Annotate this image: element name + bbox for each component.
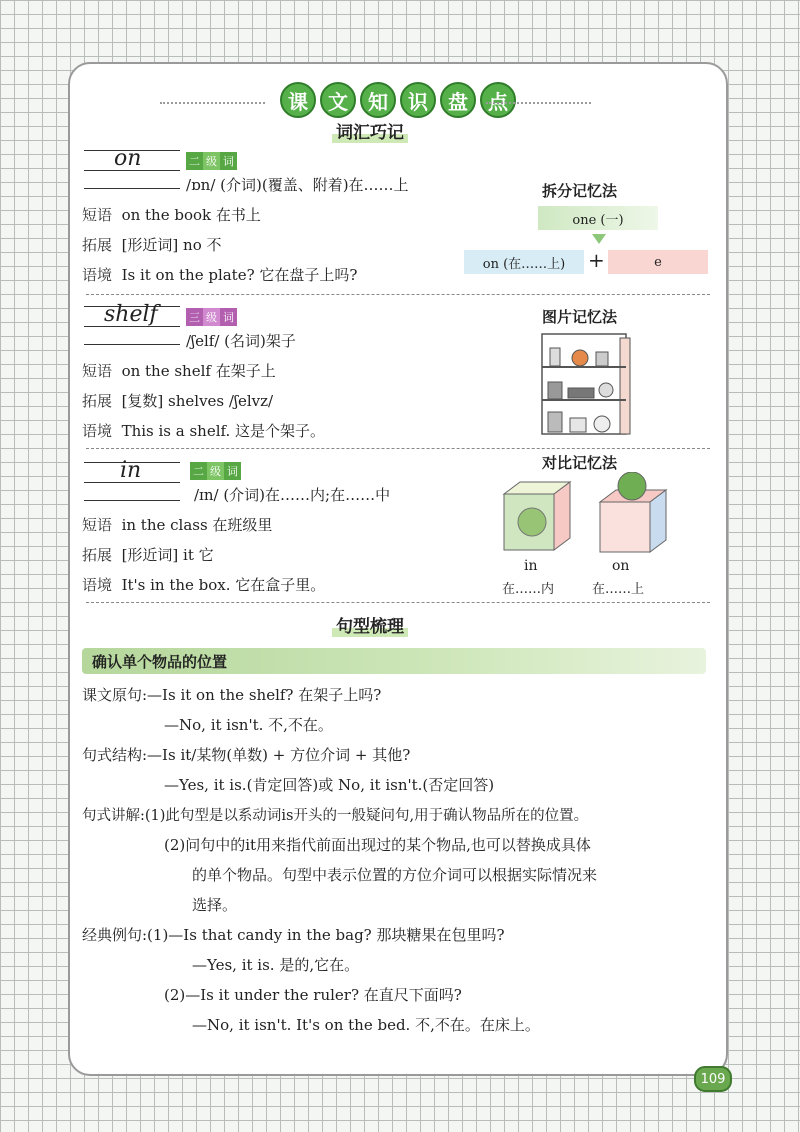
title-divider-left bbox=[160, 102, 265, 104]
divider bbox=[86, 602, 710, 603]
expand-label: 拓展 bbox=[82, 392, 113, 410]
context-label: 语境 bbox=[82, 266, 113, 284]
split-left-pill: on (在……上) bbox=[464, 250, 584, 274]
title-row bbox=[70, 82, 726, 122]
context-text: Is it on the plate? 它在盘子上吗? bbox=[121, 266, 358, 284]
phonetic: /ɪn/ (介词)在……内;在……中 bbox=[194, 486, 391, 504]
title-char: 课 bbox=[280, 82, 316, 118]
contrast-right-word: on bbox=[612, 558, 630, 574]
pattern-section-title: 句型梳理 bbox=[332, 612, 408, 637]
divider bbox=[86, 448, 710, 449]
phrase-row bbox=[82, 360, 276, 381]
title-char: 盘 bbox=[440, 82, 476, 118]
picture-memory-title: 图片记忆法 bbox=[542, 308, 618, 326]
expand-text: [复数] shelves /ʃelvz/ bbox=[121, 392, 274, 410]
title-char: 知 bbox=[360, 82, 396, 118]
context-text: It's in the box. 它在盒子里。 bbox=[121, 576, 326, 594]
contrast-right-meaning: 在……上 bbox=[592, 582, 645, 597]
phrase-label: 短语 bbox=[82, 516, 113, 534]
pattern-line: —Yes, it is. 是的,它在。 bbox=[192, 956, 360, 974]
pattern-line: 句式讲解:(1)此句型是以系动词is开头的一般疑问句,用于确认物品所在的位置。 bbox=[82, 808, 589, 824]
phrase-row bbox=[82, 204, 261, 225]
pattern-line: 经典例句:(1)—Is that candy in the bag? 那块糖果在包里吗? bbox=[82, 926, 505, 944]
expand-text: [形近词] no 不 bbox=[121, 236, 222, 254]
level-badge: 二 级 词 bbox=[190, 462, 241, 480]
level-badge: 三 级 词 bbox=[186, 308, 237, 326]
pattern-line: 课文原句:—Is it on the shelf? 在架子上吗? bbox=[82, 686, 382, 704]
level-badge: 二 级 词 bbox=[186, 152, 237, 170]
context-row bbox=[82, 574, 325, 595]
pattern-line: —Yes, it is.(肯定回答)或 No, it isn't.(否定回答) bbox=[164, 776, 495, 794]
phrase-row bbox=[82, 514, 272, 535]
context-row bbox=[82, 264, 357, 285]
title-divider-right bbox=[486, 102, 591, 104]
divider bbox=[86, 294, 710, 295]
page-title bbox=[280, 82, 516, 118]
phrase-text: on the book 在书上 bbox=[121, 206, 261, 224]
phrase-label: 短语 bbox=[82, 362, 113, 380]
contrast-left-meaning: 在……内 bbox=[502, 582, 555, 597]
content-card bbox=[68, 62, 728, 1076]
shelf-illustration bbox=[536, 330, 636, 438]
pattern-line: (2)—Is it under the ruler? 在直尺下面吗? bbox=[164, 986, 462, 1004]
pattern-line: (2)问句中的it用来指代前面出现过的某个物品,也可以替换成具体 bbox=[164, 836, 591, 854]
context-text: This is a shelf. 这是个架子。 bbox=[121, 422, 326, 440]
expand-row bbox=[82, 234, 222, 255]
title-char: 识 bbox=[400, 82, 436, 118]
context-label: 语境 bbox=[82, 576, 113, 594]
title-char: 文 bbox=[320, 82, 356, 118]
split-memory-title: 拆分记忆法 bbox=[542, 182, 618, 200]
pattern-line: —No, it isn't. It's on the bed. 不,不在。在床上。 bbox=[192, 1016, 540, 1034]
contrast-memory-title: 对比记忆法 bbox=[542, 454, 618, 472]
handwritten-word: in bbox=[120, 458, 142, 483]
phonetic: /ɒn/ (介词)(覆盖、附着)在……上 bbox=[186, 176, 409, 194]
handwritten-word: on bbox=[114, 146, 142, 171]
vocab-section-title: 词汇巧记 bbox=[332, 118, 408, 143]
pattern-topic-bar: 确认单个物品的位置 bbox=[82, 648, 706, 674]
context-row bbox=[82, 420, 325, 441]
in-on-illustration bbox=[500, 472, 680, 556]
title-char: 点 bbox=[480, 82, 516, 118]
expand-row bbox=[82, 544, 214, 565]
pattern-line: 的单个物品。句型中表示位置的方位介词可以根据实际情况来 bbox=[192, 866, 598, 884]
expand-text: [形近词] it 它 bbox=[121, 546, 214, 564]
context-label: 语境 bbox=[82, 422, 113, 440]
pattern-line: —No, it isn't. 不,不在。 bbox=[164, 716, 333, 734]
page-number: 109 bbox=[694, 1066, 732, 1092]
phonetic: /ʃelf/ (名词)架子 bbox=[186, 332, 296, 350]
phrase-label: 短语 bbox=[82, 206, 113, 224]
phrase-text: in the class 在班级里 bbox=[121, 516, 273, 534]
expand-row bbox=[82, 390, 273, 411]
expand-label: 拓展 bbox=[82, 236, 113, 254]
split-right-pill: e bbox=[608, 250, 708, 274]
plus-sign: + bbox=[588, 248, 605, 272]
pattern-line: 选择。 bbox=[192, 896, 238, 914]
pattern-line: 句式结构:—Is it/某物(单数) + 方位介词 + 其他? bbox=[82, 746, 411, 764]
phrase-text: on the shelf 在架子上 bbox=[121, 362, 276, 380]
expand-label: 拓展 bbox=[82, 546, 113, 564]
contrast-left-word: in bbox=[524, 558, 538, 574]
handwritten-word: shelf bbox=[104, 302, 158, 327]
down-arrow-icon bbox=[592, 234, 606, 244]
split-top-pill: one (一) bbox=[538, 206, 658, 230]
